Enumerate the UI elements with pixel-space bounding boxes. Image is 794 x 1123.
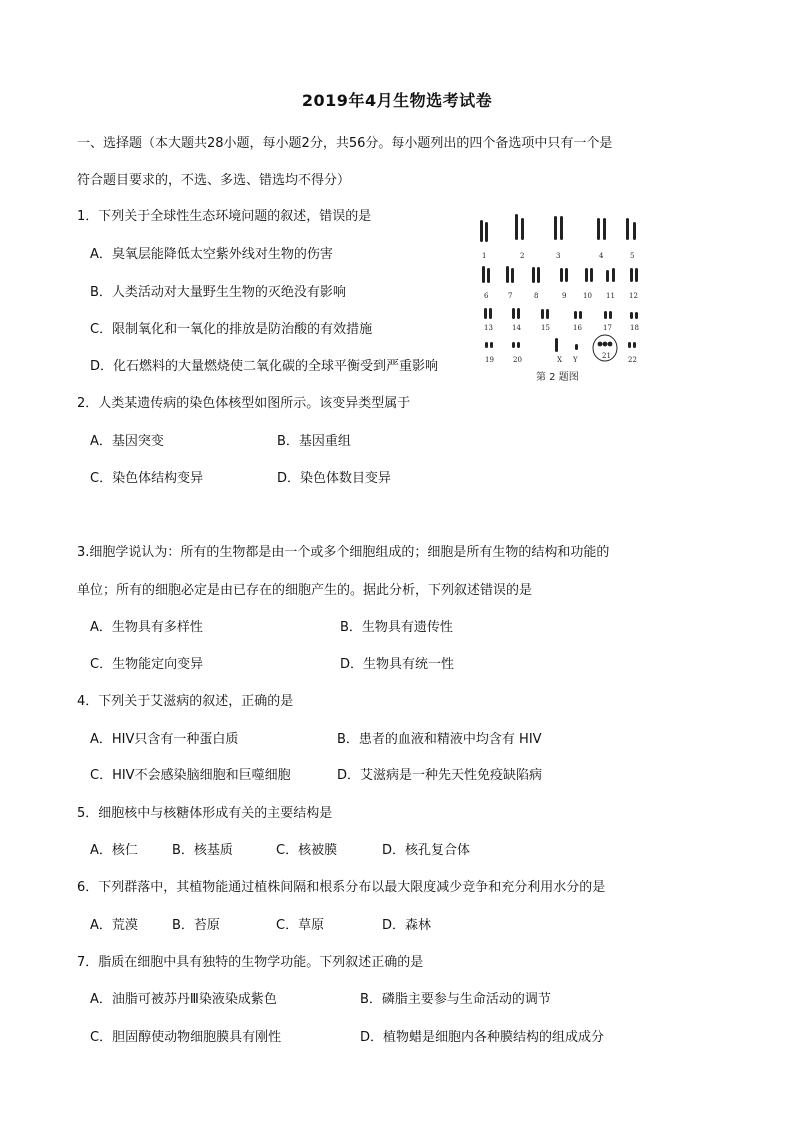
q4-option-b: B．患者的血液和精液中均含有 HIV: [337, 732, 542, 747]
chromosome-label-20: 20: [513, 356, 522, 364]
chromosome-label-8: 8: [534, 292, 539, 300]
q5-option-a: A．核仁: [90, 843, 138, 858]
karyotype-figure: [470, 210, 650, 385]
page-title: 2019年4月生物选考试卷: [301, 91, 493, 110]
q7-option-b: B．磷脂主要参与生命活动的调节: [360, 992, 551, 1007]
chromosome-label-13: 13: [484, 324, 493, 332]
q1-option-a: A．臭氧层能降低太空紫外线对生物的伤害: [90, 247, 333, 262]
q3-stem-line1: 3.细胞学说认为：所有的生物都是由一个或多个细胞组成的；细胞是所有生物的结构和功能的: [77, 545, 610, 560]
q3-option-b: B．生物具有遗传性: [340, 620, 453, 635]
q7-option-a: A．油脂可被苏丹Ⅲ染液染成紫色: [90, 992, 277, 1007]
q2-option-a: A．基因突变: [90, 434, 164, 449]
q1-stem: 1．下列关于全球性生态环境问题的叙述，错误的是: [77, 209, 372, 224]
chromosome-row-3: [484, 308, 638, 319]
chromosome-label-18: 18: [630, 324, 639, 332]
chromosome-label-10: 10: [583, 292, 592, 300]
chromosome-label-2: 2: [520, 252, 525, 260]
q6-option-b: B．苔原: [172, 918, 220, 933]
chromosome-row-1-labels: [482, 252, 634, 260]
chromosome-label-x: X: [557, 356, 562, 364]
chromosome-label-11: 11: [606, 292, 615, 300]
q5-option-b: B．核基质: [172, 843, 233, 858]
chromosome-label-16: 16: [573, 324, 582, 332]
q3-option-a: A．生物具有多样性: [90, 620, 203, 635]
chromosome-row-1: [480, 214, 636, 242]
chromosome-label-15: 15: [541, 324, 550, 332]
section-instruction-line1: 一、选择题（本大题共28小题，每小题2分，共56分。每小题列出的四个备选项中只有一个是: [77, 136, 613, 151]
chromosome-row-2-labels: [484, 292, 638, 300]
q2-option-b: B．基因重组: [277, 434, 351, 449]
q6-option-d: D．森林: [382, 918, 432, 933]
karyotype-diagram: [470, 210, 650, 385]
chromosome-row-4: [485, 338, 636, 352]
chromosome-label-22: 22: [628, 356, 637, 364]
q5-option-d: D．核孔复合体: [382, 843, 471, 858]
q7-stem: 7．脂质在细胞中具有独特的生物学功能。下列叙述正确的是: [77, 955, 424, 970]
figure-caption: 第 2 题图: [536, 372, 579, 383]
chromosome-label-21: 21: [602, 352, 611, 360]
q6-option-a: A．荒漠: [90, 918, 138, 933]
chromosome-label-6: 6: [484, 292, 489, 300]
q3-option-c: C．生物能定向变异: [90, 657, 204, 672]
q1-option-b: B．人类活动对大量野生生物的灭绝没有影响: [90, 285, 346, 300]
q2-stem: 2．人类某遗传病的染色体核型如图所示。该变异类型属于: [77, 396, 411, 411]
q5-option-c: C．核被膜: [276, 843, 338, 858]
section-instruction-line2: 符合题目要求的，不选、多选、错选均不得分）: [77, 173, 351, 188]
q2-option-d: D．染色体数目变异: [277, 471, 392, 486]
q4-stem: 4．下列关于艾滋病的叙述，正确的是: [77, 694, 294, 709]
q1-option-c: C．限制氧化和一氧化的排放是防治酸的有效措施: [90, 322, 373, 337]
q7-option-c: C．胆固醇使动物细胞膜具有刚性: [90, 1030, 282, 1045]
q2-option-c: C．染色体结构变异: [90, 471, 204, 486]
q6-stem: 6．下列群落中，其植物能通过植株间隔和根系分布以最大限度减少竞争和充分利用水分的是: [77, 880, 606, 895]
chromosome-label-1: 1: [482, 252, 487, 260]
q7-option-d: D．植物蜡是细胞内各种膜结构的组成成分: [360, 1030, 605, 1045]
q3-option-d: D．生物具有统一性: [340, 657, 455, 672]
q1-option-d: D．化石燃料的大量燃烧使二氧化碳的全球平衡受到严重影响: [90, 359, 439, 374]
q4-option-a: A．HIV只含有一种蛋白质: [90, 732, 239, 747]
chromosome-label-14: 14: [512, 324, 521, 332]
q6-option-c: C．草原: [276, 918, 325, 933]
chromosome-row-4-labels: [485, 352, 637, 364]
chromosome-label-7: 7: [508, 292, 513, 300]
chromosome-label-3: 3: [556, 252, 561, 260]
q4-option-c: C．HIV不会感染脑细胞和巨噬细胞: [90, 768, 291, 783]
chromosome-label-19: 19: [485, 356, 494, 364]
chromosome-row-3-labels: [484, 324, 639, 332]
chromosome-row-2: [482, 266, 638, 283]
chromosome-label-12: 12: [629, 292, 638, 300]
chromosome-label-y: Y: [573, 356, 578, 364]
chromosome-label-9: 9: [562, 292, 567, 300]
chromosome-label-5: 5: [630, 252, 635, 260]
q4-option-d: D．艾滋病是一种先天性免疫缺陷病: [337, 768, 543, 783]
q5-stem: 5．细胞核中与核糖体形成有关的主要结构是: [77, 806, 333, 821]
q3-stem-line2: 单位；所有的细胞必定是由已存在的细胞产生的。据此分析，下列叙述错误的是: [77, 583, 533, 598]
chromosome-label-17: 17: [603, 324, 612, 332]
chromosome-label-4: 4: [599, 252, 604, 260]
